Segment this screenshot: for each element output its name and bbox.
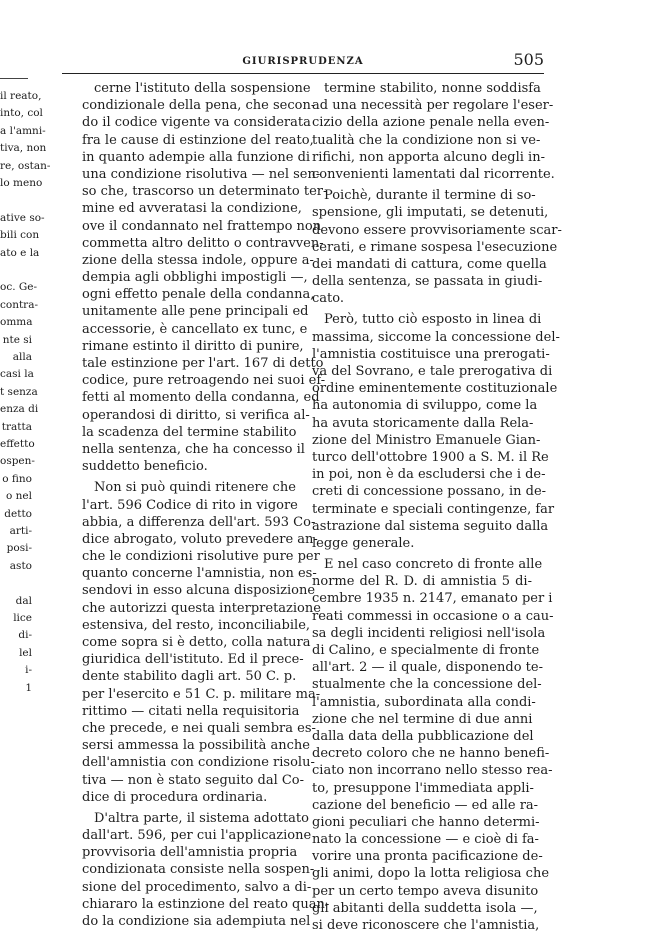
text-line: Però, tutto ciò esposto in linea di <box>324 312 542 328</box>
text-line: tale estinzione per l'art. 167 di detto <box>82 356 324 371</box>
running-title: GIURISPRUDENZA <box>242 56 364 67</box>
margin-fragment: into, col <box>0 107 43 120</box>
text-line: rifichi, non apporta alcuno degli in- <box>312 149 545 165</box>
text-line: per l'esercito e 51 C. p. militare ma- <box>82 686 321 702</box>
text-line: dente stabilito dagli art. 50 C. p. <box>82 669 297 685</box>
text-line: dempia agli obblighi impostigli —, <box>82 270 308 286</box>
text-line: cerati, e rimane sospesa l'esecuzione <box>312 239 558 255</box>
text-line: operandosi di diritto, si verifica al- <box>82 407 310 423</box>
text-line: turco dell'ottobre 1900 a S. M. il Re <box>312 449 549 465</box>
text-line: sione del procedimento, salvo a di- <box>82 879 312 895</box>
text-line: ciato non incorrano nello stesso rea- <box>312 763 553 779</box>
text-line: gioni peculiari che hanno determi- <box>312 814 540 830</box>
text-line: nato la concessione — e cioè di fa- <box>312 832 539 848</box>
text-line: di Calino, e specialmente di fronte <box>312 643 540 658</box>
margin-fragment: posi- <box>6 542 32 555</box>
text-line: codice, pure retroagendo nei suoi ef- <box>82 373 326 389</box>
text-line: dall'art. 596, per cui l'applicazione <box>82 828 312 844</box>
margin-fragment: enza di <box>0 403 39 416</box>
text-line: accessorie, è cancellato ex tunc, e <box>82 321 308 337</box>
text-line: gli animi, dopo la lotta religiosa che <box>312 866 550 882</box>
text-line: to, presuppone l'immediata appli- <box>312 780 534 796</box>
text-line: unitamente alle pene principali ed <box>82 304 309 320</box>
margin-fragment: alla <box>12 351 32 363</box>
text-line: va del Sovrano, e tale prerogativa di <box>312 364 553 379</box>
text-line: convenienti lamentati dal ricorrente. <box>312 166 555 182</box>
text-line: abbia, a differenza dell'art. 593 Co- <box>82 514 316 530</box>
margin-fragment: tiva, non <box>0 142 47 155</box>
text-line: condizionata consiste nella sospen- <box>82 862 315 878</box>
text-line: cato. <box>312 291 344 307</box>
margin-fragment: t senza <box>0 385 38 398</box>
text-line: in quanto adempie alla funzione di <box>82 149 311 165</box>
text-line: creti di concessione possano, in de- <box>312 484 547 500</box>
text-line: cembre 1935 n. 2147, emanato per i <box>312 591 553 607</box>
margin-fragment: ospen- <box>0 455 35 468</box>
margin-fragment: i- <box>25 664 32 677</box>
text-line: dell'amnistia con condizione risolu- <box>82 755 315 771</box>
text-line: stualmente che la concessione del- <box>312 677 542 693</box>
margin-fragment: re, ostan- <box>0 159 51 172</box>
margin-fragment: dal <box>15 594 32 607</box>
text-line: provvisoria dell'amnistia propria <box>82 845 298 861</box>
margin-fragment: di- <box>18 629 32 642</box>
margin-fragment: lel <box>19 646 32 659</box>
text-line: cizio della azione penale nella even- <box>312 115 550 131</box>
text-line: l'amnistia, subordinata alla condi- <box>312 694 536 710</box>
text-line: suddetto beneficio. <box>82 459 208 475</box>
text-line: tiva — non è stato seguito dal Co- <box>82 772 305 788</box>
text-line: sersi ammessa la possibilità anche <box>82 738 310 754</box>
margin-fragment: asto <box>9 559 32 572</box>
text-line: giuridica dell'istituto. Ed il prece- <box>82 652 304 668</box>
text-line: rimane estinto il diritto di punire, <box>82 338 304 354</box>
margin-fragment: nte si <box>2 333 32 346</box>
margin-fragment: ato e la <box>0 246 40 259</box>
text-line: norme del R. D. di amnistia 5 di- <box>312 574 532 590</box>
previous-page-fragments <box>0 70 51 790</box>
text-line: chiararo la estinzione del reato quan- <box>82 896 330 912</box>
text-line: ad una necessità per regolare l'eser- <box>312 98 554 114</box>
text-line: dice di procedura ordinaria. <box>82 789 268 805</box>
text-line: massima, siccome la concessione del- <box>312 329 560 345</box>
text-line: do il codice vigente va considerata <box>82 115 311 131</box>
text-line: commetta altro delitto o contravven- <box>82 235 324 251</box>
text-line: all'art. 2 — il quale, disponendo te- <box>312 660 543 676</box>
text-line: per un certo tempo aveva disunito <box>312 883 539 899</box>
margin-fragment: lice <box>13 612 32 624</box>
text-line: D'altra parte, il sistema adottato <box>94 810 309 826</box>
text-line: devono essere provvisoriamente scar- <box>312 222 562 238</box>
margin-fragment: 1 <box>25 681 32 694</box>
margin-fragment: o fino <box>2 472 32 485</box>
text-line: tualità che la condizione non si ve- <box>312 132 541 148</box>
margin-fragment: tratta <box>1 420 32 433</box>
text-line: rittimo — citati nella requisitoria <box>82 703 300 719</box>
right-column <box>312 80 562 934</box>
text-line: della sentenza, se passata in giudi- <box>312 274 543 290</box>
text-line: termine stabilito, nonne soddisfa <box>324 81 541 96</box>
text-line: sendovi in esso alcuna disposizione <box>82 583 316 599</box>
text-line: fetti al momento della condanna, ed <box>82 390 320 406</box>
text-line: che autorizzi questa interpretazione <box>82 600 321 616</box>
text-line: si deve riconoscere che l'amnistia, <box>312 918 540 933</box>
text-line: nella sentenza, che ha concesso il <box>82 441 305 457</box>
text-line: cerne l'istituto della sospensione <box>94 81 311 96</box>
margin-fragment: ative so- <box>0 211 45 224</box>
margin-fragment: il reato, <box>0 90 42 102</box>
text-line: ogni effetto penale della condanna, <box>82 287 315 303</box>
text-line: mine ed avveratasi la condizione, <box>82 201 302 217</box>
text-line: quanto concerne l'amnistia, non es- <box>82 566 317 582</box>
text-line: ha avuta storicamente dalla Rela- <box>312 415 534 431</box>
text-line: Non si può quindi ritenere che <box>94 480 296 496</box>
text-line: zione della stessa indole, oppure a- <box>82 252 314 268</box>
margin-fragment: omma <box>0 316 33 329</box>
text-line: ove il condannato nel frattempo non <box>82 218 322 234</box>
margin-fragment: oc. Ge- <box>0 281 38 294</box>
text-line: che le condizioni risolutive pure per <box>82 549 320 565</box>
margin-rule <box>0 78 28 79</box>
text-line: una condizione risolutiva — nel sen- <box>82 166 321 182</box>
text-line: estensiva, del resto, inconciliabile, <box>82 617 311 633</box>
text-line: l'art. 596 Codice di rito in vigore <box>82 497 298 513</box>
margin-fragment: casi la <box>0 368 34 381</box>
text-line: gli abitanti della suddetta isola —, <box>312 900 538 916</box>
text-line: legge generale. <box>312 535 415 551</box>
text-line: ordine eminentemente costituzionale <box>312 381 558 397</box>
text-line: come sopra si è detto, colla natura <box>82 635 311 650</box>
running-header <box>62 50 544 74</box>
text-line: sa degli incidenti religiosi nell'isola <box>312 625 546 641</box>
text-line: reati commessi in occasione o a cau- <box>312 608 554 624</box>
text-line: so che, trascorso un determinato ter- <box>82 184 328 200</box>
text-line: dalla data della pubblicazione del <box>312 728 534 744</box>
text-line: fra le cause di estinzione del reato, <box>82 132 314 148</box>
text-line: ha autonomia di sviluppo, come la <box>312 398 538 414</box>
text-line: decreto coloro che ne hanno benefi- <box>312 746 550 762</box>
text-line: E nel caso concreto di fronte alle <box>324 557 543 573</box>
page-number: 505 <box>513 50 544 69</box>
margin-fragment: detto <box>4 507 32 520</box>
margin-fragment: effetto <box>0 438 35 450</box>
margin-fragment: bili con <box>0 229 40 242</box>
text-line: la scadenza del termine stabilito <box>82 424 297 440</box>
text-line: dice abrogato, voluto prevedere an- <box>82 531 318 547</box>
text-line: astrazione dal sistema seguito dalla <box>312 518 549 534</box>
margin-fragment: contra- <box>0 298 39 311</box>
header-rule <box>62 73 544 74</box>
text-line: terminate e speciali contingenze, far <box>312 501 555 517</box>
text-line: vorire una pronta pacificazione de- <box>312 849 543 865</box>
text-line: cazione del beneficio — ed alle ra- <box>312 797 539 813</box>
text-line: do la condizione sia adempiuta nel <box>82 914 311 929</box>
text-line: in poi, non è da escludersi che i de- <box>312 467 546 483</box>
text-line: dei mandati di cattura, come quella <box>312 256 547 272</box>
text-line: l'amnistia costituisce una prerogati- <box>312 346 550 362</box>
margin-fragment: lo meno <box>0 177 43 189</box>
text-line: zione del Ministro Emanuele Gian- <box>312 432 541 448</box>
margin-fragment: a l'amni- <box>0 124 46 137</box>
text-line: che precede, e nei quali sembra es- <box>82 720 316 736</box>
margin-fragment: arti- <box>9 525 32 537</box>
text-line: Poichè, durante il termine di so- <box>324 188 536 204</box>
margin-fragment: o nel <box>6 490 32 503</box>
text-line: condizionale della pena, che secon- <box>82 98 316 114</box>
text-line: zione che nel termine di due anni <box>312 711 533 727</box>
text-line: spensione, gli imputati, se detenuti, <box>312 205 549 221</box>
